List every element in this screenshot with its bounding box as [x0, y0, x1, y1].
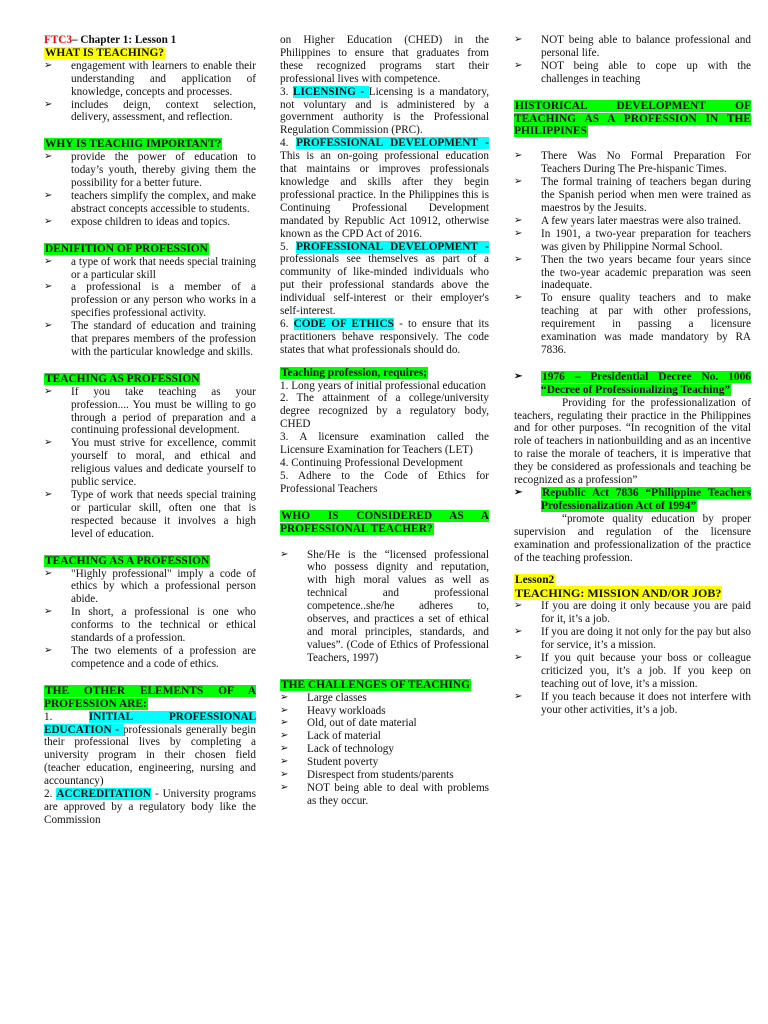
element-term: PROFESSIONAL DEVELOPMENT - [296, 240, 489, 253]
list-item: ➢ includes deign, context selection, delivery, assessment, and reflection. [44, 99, 256, 125]
challenges-title: THE CHALLENGES OF TEACHING [281, 678, 470, 691]
element-code-of-ethics: 6. CODE OF ETHICS - to ensure that its practitioners behave responsively. The code states that what professionals should do. [280, 317, 489, 356]
chapter-heading [44, 34, 256, 47]
challenges-section [280, 679, 489, 808]
what-is-teaching-section [44, 34, 256, 124]
course-code: FTC3 [44, 34, 72, 46]
list-item: 1. Long years of initial professional education [280, 379, 486, 392]
list-item: ➢ In 1901, a two-year preparation for teachers was given by Philippine Normal School. [514, 228, 751, 254]
list-item: ➢ NOT being able to deal with problems as they occur. [280, 782, 489, 808]
list-item: ➢ Then the two years became four years since the two-year academic preparation was seen inadequate. [514, 254, 751, 293]
professional-teacher-list [280, 549, 489, 665]
element-professional-development-2: 5. PROFESSIONAL DEVELOPMENT - professionals see themselves as part of a community of like-minded individuals who put their professional standards above the individual self-interest or their employer's self-interest. [280, 240, 489, 318]
list-item: ➢ Disrespect from students/parents [280, 769, 489, 782]
list-item: ➢ The formal training of teachers began during the Spanish period when men were trained as maestros by the Jesuits. [514, 176, 751, 215]
list-item: ➢ If you are doing it only because you are paid for it, it’s a job. [514, 600, 751, 626]
list-item: ➢ A few years later maestras were also trained. [514, 215, 751, 228]
challenges-continued [514, 34, 751, 86]
list-item: ➢ NOT being able to cope up with the challenges in teaching [514, 60, 751, 86]
teaching-as-a-profession-section [44, 555, 256, 671]
element-professional-development: 4. PROFESSIONAL DEVELOPMENT - This is an on-going professional education that maintains or improves professionals knowledge and skills after they begin professional practice. In the Philippines this is Continuing Professional Development mandated by Republic Act 10912, otherwise known as the CPD Act of 2016. [280, 137, 489, 240]
element-licensing: 3. LICENSING - Licensing is a mandatory, not voluntary and is administered by a government authority is the Professional Regulation Commission (PRC). [280, 85, 489, 137]
definition-section [44, 243, 256, 359]
list-item: ➢ To ensure quality teachers and to make teaching at par with other professions, requirement in passing a licensure examination was made mandatory by RA 7836. [514, 292, 751, 357]
list-item: ➢ If you teach because it does not interfere with your other activities, it’s a job. [514, 691, 751, 717]
column-3 [514, 34, 751, 730]
element-term: LICENSING - [293, 85, 369, 98]
list-item: ➢ expose children to ideas and topics. [44, 216, 256, 229]
list-item: ➢ Heavy workloads [280, 705, 489, 718]
list-item: ➢ There Was No Formal Preparation For Teachers During The Pre-hispanic Times. [514, 150, 751, 176]
historical-list [514, 150, 751, 357]
list-item: ➢ You must strive for excellence, commit yourself to moral, and ethical and religious values and dedicate yourself to public service. [44, 437, 256, 489]
accreditation-continued: on Higher Education (CHED) in the Philippines to ensure that graduates from these recognized programs start their professional lives with competence. [280, 34, 489, 85]
list-item: ➢ Old, out of date material [280, 717, 489, 730]
teaching-as-profession-title: TEACHING AS PROFESSION [45, 372, 200, 385]
list-item: ➢ provide the power of education to today’s youth, thereby giving them the possibility for a better future. [44, 151, 256, 190]
list-item: ➢ teachers simplify the complex, and make abstract concepts accessible to students. [44, 190, 256, 216]
list-item: ➢ a professional is a member of a profession or any person who works in a specifies professional activity. [44, 281, 256, 320]
lesson-label: Lesson2 [515, 574, 555, 587]
element-term: INITIAL PROFESSIONAL EDUCATION - [44, 710, 257, 736]
challenges-list-continued [514, 34, 751, 86]
teaching-as-profession-section [44, 373, 256, 541]
element-term: ACCREDITATION [56, 788, 152, 801]
why-important-list [44, 151, 256, 228]
list-item: ➢ a type of work that needs special training or a particular skill [44, 256, 256, 282]
list-item: ➢ The two elements of a profession are competence and a code of ethics. [44, 645, 256, 671]
what-is-teaching-list [44, 60, 256, 125]
republic-act-text: “promote quality education by proper supervision and regulation of the licensure examination and professionalization of the practice of the teaching profession. [514, 512, 751, 564]
list-item: ➢ If you quit because your boss or colleague criticized you, it’s a job. If you keep on teaching out of love, it’s a mission. [514, 652, 751, 691]
element-accreditation: 2. ACCREDITATION - University programs are approved by a regulatory body like the Commission [44, 788, 256, 826]
list-item: 3. A licensure examination called the Licensure Examination for Teachers (LET) [280, 431, 489, 457]
chapter-title: – Chapter 1: Lesson 1 [71, 34, 177, 46]
elements-continued [280, 34, 489, 357]
mission-list [514, 600, 751, 716]
list-item: 5. Adhere to the Code of Ethics for Professional Teachers [280, 469, 489, 495]
list-item: ➢ She/He is the “licensed professional who possess dignity and reputation, with high moral values as well as technical and professional competence..she/he adheres to, observes, and practices a set of ethical and moral principles, standards, and values”. (Code of Ethics of Professional Teachers, 1997) [280, 549, 489, 665]
decree-title: 1976 – Presidential Decree No. 1006 “Decree of Professionalizing Teaching” [541, 370, 751, 396]
list-item: ➢ If you are doing it not only for the pay but also for service, it’s a mission. [514, 626, 751, 652]
column-1 [44, 34, 256, 841]
mission-section [514, 574, 751, 716]
list-item: ➢ Student poverty [280, 756, 489, 769]
why-important-title: WHY IS TEACHIG IMPORTANT? [45, 138, 222, 151]
other-elements-section [44, 685, 256, 827]
list-item: ➢ engagement with learners to enable their understanding and application of knowledge, concepts and processes. [44, 60, 256, 99]
list-item: ➢ Large classes [280, 692, 489, 705]
historical-title: HISTORICAL DEVELOPMENT OF TEACHING AS A PROFESSION IN THE PHILIPPINES [514, 99, 751, 138]
professional-teacher-title: WHO IS CONSIDERED AS A PROFESSIONAL TEACHER? [280, 509, 489, 535]
mission-title: TEACHING: MISSION AND/OR JOB? [515, 586, 722, 601]
decree-text: Providing for the professionalization of teachers, regulating their practice in the Philippines and for other purposes. “In recognition of the vital role of teachers in nationbuilding and as an incentive to raise the morale of teachers, it is imperative that they be considered as professionals and teaching be recognized as a profession” [514, 396, 751, 487]
list-item: ➢ NOT being able to balance professional and personal life. [514, 34, 751, 60]
definition-title: DENIFITION OF PROFESSION [45, 242, 208, 255]
list-item: ➢ In short, a professional is one who conforms to the technical or ethical standards of a profession. [44, 606, 256, 645]
list-item: ➢ Lack of material [280, 730, 489, 743]
teaching-as-a-profession-title: TEACHING AS A PROFESSION [45, 554, 210, 567]
element-term: PROFESSIONAL DEVELOPMENT - [296, 137, 489, 150]
list-item: ➢ If you take teaching as your profession.... You must be willing to go through a period of preparation and a continuing professional development. [44, 386, 256, 438]
requirements-title: Teaching profession, requires; [281, 366, 428, 379]
list-item: ➢ The standard of education and training that prepares members of the profession with the particular knowledge and skills. [44, 320, 256, 359]
list-item: ➢ Lack of technology [280, 743, 489, 756]
element-term: CODE OF ETHICS [293, 317, 394, 330]
list-item: 2. The attainment of a college/university degree recognized by a regulatory body, CHED [280, 392, 489, 431]
professional-teacher-section [280, 510, 489, 665]
requirements-section [280, 367, 489, 496]
what-is-teaching-title: WHAT IS TEACHING? [45, 46, 164, 59]
column-2 [280, 34, 489, 822]
republic-act-title: Republic Act 7836 “Philippine Teachers Professionalization Act of 1994” [541, 487, 751, 512]
definition-list [44, 256, 256, 359]
decree-section [514, 371, 751, 565]
historical-section [514, 100, 751, 357]
list-item: 4. Continuing Professional Development [280, 457, 463, 469]
list-item: ➢ "Highly professional" imply a code of ethics by which a professional person abide. [44, 568, 256, 607]
list-item: ➢ Type of work that needs special training or particular skill, often one that is respected because it involves a high level of education. [44, 489, 256, 541]
why-important-section [44, 138, 256, 228]
element-initial-education: 1. INITIAL PROFESSIONAL EDUCATION - professionals generally begin their professional lives by completing a university program in their chosen field (teacher education, engineering, nursing and accountancy) [44, 710, 257, 788]
challenges-list [280, 692, 489, 808]
teaching-as-profession-list [44, 386, 256, 541]
other-elements-title: THE OTHER ELEMENTS OF A PROFESSION ARE: [44, 684, 256, 710]
teaching-as-a-profession-list [44, 568, 256, 671]
